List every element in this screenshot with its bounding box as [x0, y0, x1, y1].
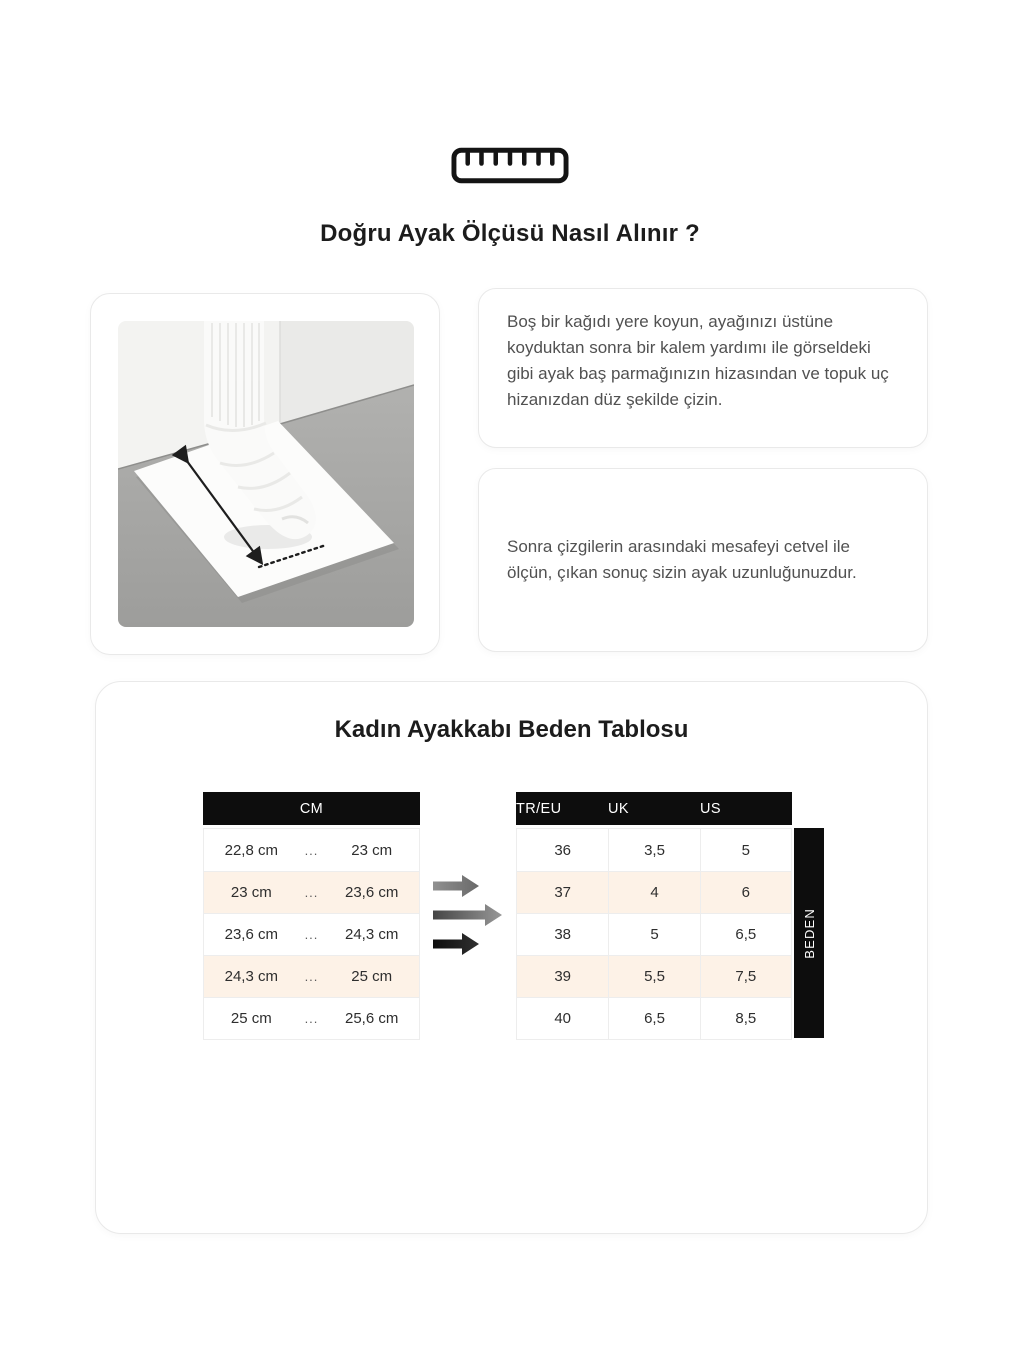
size-table-title: Kadın Ayakkabı Beden Tablosu: [334, 716, 689, 743]
size-tables: [96, 792, 927, 1042]
size-table-row: 37 4 6: [517, 871, 791, 913]
cm-table-row: 23,6 cm ... 24,3 cm: [204, 913, 419, 955]
instruction-card-2: [478, 468, 928, 652]
size-table-header-row: [516, 792, 792, 825]
cm-table-row: 24,3 cm ... 25 cm: [204, 955, 419, 997]
instruction-step2-text: Sonra çizgilerin arasındaki mesafeyi cetvel ile ölçün, çıkan sonuç sizin ayak uzunluğunuzdur.: [507, 537, 857, 582]
size-table-row: 38 5 6,5: [517, 913, 791, 955]
cm-table-row: 25 cm ... 25,6 cm: [204, 997, 419, 1039]
international-size-table: [516, 792, 792, 1040]
foot-measurement-photo: [118, 321, 414, 627]
measurement-photo-card: [90, 293, 440, 655]
ruler-icon: [451, 147, 569, 184]
col-header-us: US: [700, 800, 721, 817]
cm-table-row: 22,8 cm ... 23 cm: [204, 829, 419, 871]
size-table-row: 39 5,5 7,5: [517, 955, 791, 997]
beden-side-label: BEDEN: [794, 828, 824, 1038]
cm-table-row: 23 cm ... 23,6 cm: [204, 871, 419, 913]
instruction-card-1: [478, 288, 928, 448]
col-header-uk: UK: [608, 800, 629, 817]
instruction-step1-text: Boş bir kağıdı yere koyun, ayağınızı üstüne koyduktan sonra bir kalem yardımı ile görseldeki gibi ayak baş parmağınızın hizasından ve topuk uç hizanızdan düz şekilde çizin.: [507, 312, 889, 409]
page-title: Doğru Ayak Ölçüsü Nasıl Alınır ?: [320, 220, 700, 247]
size-table-row: 40 6,5 8,5: [517, 997, 791, 1039]
cm-table-header: CM: [203, 792, 420, 825]
size-table-card: [95, 681, 928, 1234]
measure-header: [0, 147, 1020, 248]
cm-table: [203, 792, 420, 1040]
triple-arrow-right-icon: [433, 873, 506, 957]
col-header-tr-eu: TR/EU: [516, 800, 562, 817]
size-table-row: 36 3,5 5: [517, 829, 791, 871]
